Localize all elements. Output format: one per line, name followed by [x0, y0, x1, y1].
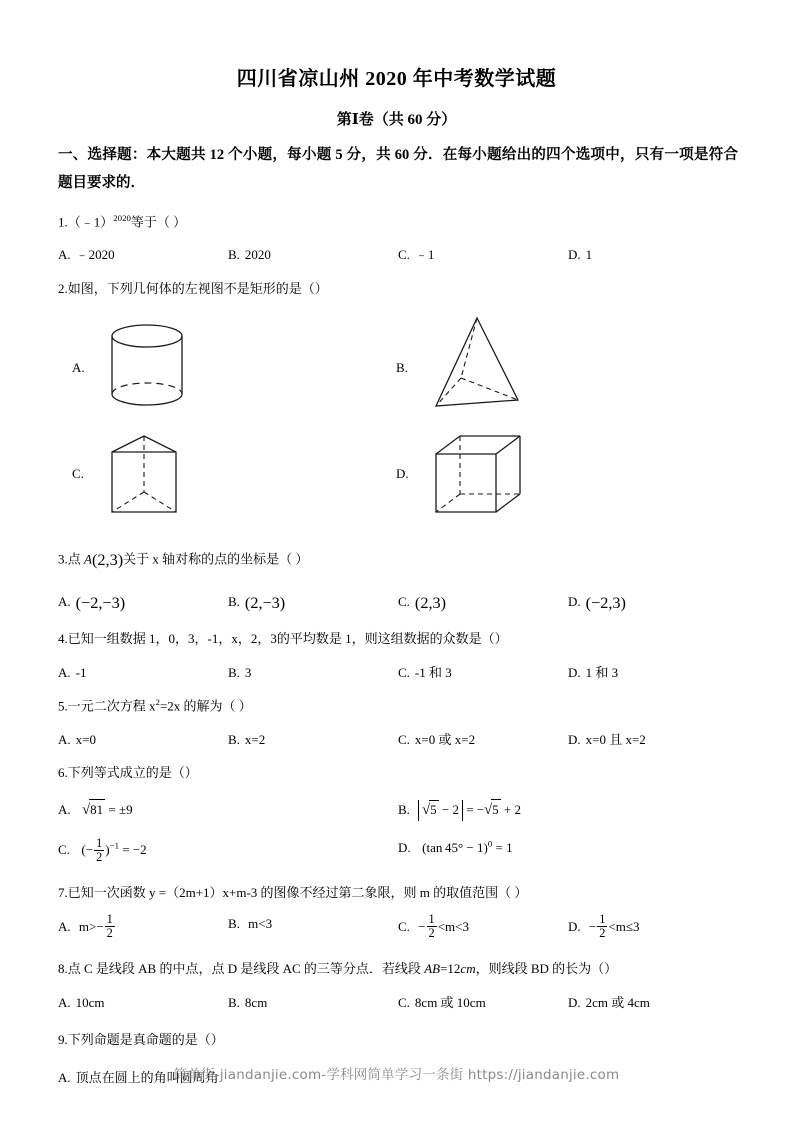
option-1-c[interactable]	[398, 245, 568, 265]
option-5-a[interactable]	[58, 730, 228, 750]
question-5-exponent: 2	[155, 697, 160, 708]
option-8-d-label: D.	[568, 994, 581, 1010]
option-7-b-label: B.	[228, 916, 240, 932]
question-4	[58, 615, 738, 682]
option-8-c-label: C.	[398, 994, 410, 1010]
question-1	[58, 198, 738, 265]
page-title: 四川省凉山州 2020 年中考数学试题	[236, 68, 557, 90]
triangular-prism-figure	[104, 434, 184, 520]
question-5-options	[58, 718, 738, 750]
option-3-a-label: A.	[58, 594, 71, 610]
option-1-a[interactable]	[58, 245, 228, 265]
option-6-d-expr: (tan 45° − 1)$^0$ = 1	[418, 838, 513, 856]
option-5-c-label: C.	[398, 731, 410, 747]
option-3-b-label: B.	[228, 594, 240, 610]
question-5-stem-suffix: =2x 的解为（ ）	[159, 698, 252, 714]
option-8-b[interactable]	[228, 993, 398, 1013]
question-5	[58, 682, 738, 749]
option-5-a-text: x=0	[75, 731, 96, 747]
option-3-c-text: (2,3)	[414, 593, 447, 612]
question-2	[58, 265, 738, 301]
option-1-a-text: ﹣2020	[75, 247, 115, 263]
option-3-b[interactable]	[228, 591, 398, 615]
question-1-exponent: 2020	[113, 212, 131, 223]
option-9-a-text: 顶点在圆上的角叫圆周角	[75, 1069, 219, 1085]
option-7-b-expr: m<3	[248, 916, 273, 932]
option-7-c[interactable]	[398, 914, 568, 941]
option-3-a-text: (−2,−3)	[75, 593, 126, 612]
option-6-b[interactable]	[398, 799, 738, 822]
option-7-a-label: A.	[58, 918, 71, 934]
question-3-stem	[58, 534, 738, 574]
option-7-b[interactable]	[228, 914, 398, 941]
option-4-a-label: A.	[58, 664, 71, 680]
option-6-c-label: C.	[58, 842, 70, 858]
option-8-d-text: 2cm 或 4cm	[585, 994, 650, 1010]
option-5-b-label: B.	[228, 731, 240, 747]
question-4-options	[58, 651, 738, 683]
option-1-d[interactable]	[568, 245, 738, 265]
option-4-b-label: B.	[228, 664, 240, 680]
question-1-number: 1.	[58, 213, 68, 229]
question-8-ab: AB	[424, 961, 441, 977]
option-5-b[interactable]	[228, 730, 398, 750]
question-3-lead: 点	[67, 552, 81, 568]
option-1-a-label: A.	[58, 247, 71, 263]
question-3	[58, 534, 738, 615]
option-5-d-text: x=0 且 x=2	[585, 731, 646, 747]
option-3-c-label: C.	[398, 594, 410, 610]
question-8-tail: ，则线段 BD 的长为（）	[475, 961, 618, 977]
option-1-d-label: D.	[568, 247, 581, 263]
option-6-c[interactable]	[58, 835, 398, 865]
question-2-stem-text: 如图，下列几何体的左视图不是矩形的是（）	[67, 280, 328, 296]
option-8-b-label: B.	[228, 994, 240, 1010]
page-subtitle: 第Ⅰ卷（共 60 分）	[336, 112, 457, 128]
option-4-b-text: 3	[244, 664, 252, 680]
option-5-d[interactable]	[568, 730, 738, 750]
question-1-stem-suffix: 等于（ ）	[130, 213, 187, 229]
question-1-options	[58, 233, 738, 265]
option-8-c[interactable]	[398, 993, 568, 1013]
option-5-c-text: x=0 或 x=2	[414, 731, 476, 747]
option-6-a-label: A.	[58, 801, 71, 817]
figure-option-d-label: D.	[396, 466, 409, 482]
option-8-c-text: 8cm 或 10cm	[414, 994, 486, 1010]
option-9-a-label: A.	[58, 1069, 71, 1085]
option-7-c-label: C.	[398, 918, 410, 934]
question-2-stem	[58, 265, 738, 301]
option-6-d[interactable]	[398, 838, 738, 865]
question-7	[58, 865, 738, 941]
option-7-a-expr: m>− $\frac{1}{2}$	[78, 912, 113, 941]
question-3-number: 3.	[58, 552, 68, 568]
option-4-d-label: D.	[568, 664, 581, 680]
question-9-number: 9.	[58, 1032, 68, 1048]
option-1-b-text: 2020	[244, 247, 271, 263]
question-2-figure-row-1	[58, 312, 738, 424]
option-7-d-label: D.	[568, 918, 581, 934]
question-5-number: 5.	[58, 698, 68, 714]
question-7-stem	[58, 865, 738, 905]
question-6-stem-text: 下列等式成立的是（）	[67, 765, 198, 781]
question-2-number: 2.	[58, 280, 68, 296]
option-6-d-label: D.	[398, 840, 411, 856]
question-5-stem-prefix: 一元二次方程 x	[67, 698, 156, 714]
option-3-d[interactable]	[568, 591, 738, 615]
question-8-options	[58, 981, 738, 1013]
option-3-d-label: D.	[568, 594, 581, 610]
option-8-a-text: 10cm	[75, 994, 105, 1010]
option-5-b-text: x=2	[244, 731, 266, 747]
option-6-a-expr: √81 = ±9	[79, 802, 133, 817]
cylinder-figure	[104, 320, 190, 412]
question-7-stem-text: 已知一次函数 y =（2m+1）x+m-3 的图像不经过第二象限，则 m 的取值范围（ ）	[67, 884, 528, 900]
question-8-lead: 点 C 是线段 AB 的中点，点 D 是线段 AC 的三等分点．若线段	[67, 961, 425, 977]
option-7-d-expr: − $\frac{1}{2}$ <m≤3	[588, 912, 640, 941]
question-9-stem-text: 下列命题是真命题的是（）	[67, 1032, 224, 1048]
question-6-options-row-2	[58, 822, 738, 865]
question-4-number: 4.	[58, 631, 68, 647]
section-instruction: 一、选择题：本大题共 12 个小题，每小题 5 分，共 60 分．在每小题给出的四个选项中，只有一项是符合题目要求的．	[58, 147, 738, 192]
option-4-c-text: -1 和 3	[414, 664, 452, 680]
option-6-b-expr: √5 − 2 = −√5 + 2	[418, 802, 521, 817]
option-4-d[interactable]	[568, 663, 738, 683]
option-8-d[interactable]	[568, 993, 738, 1013]
cube-figure	[430, 432, 526, 520]
option-4-a-text: -1	[75, 664, 87, 680]
option-6-c-expr: (− $\frac{1}{2}$ )$^{-1}$ = −2	[78, 835, 147, 864]
question-3-coords: (2,3)	[91, 551, 124, 570]
question-4-stem-text: 已知一组数据 1，0，3，-1，x，2，3的平均数是 1，则这组数据的众数是（）	[67, 631, 508, 647]
question-5-stem	[58, 682, 738, 718]
option-7-c-expr: − $\frac{1}{2}$ <m<3	[418, 912, 469, 941]
question-4-stem	[58, 615, 738, 651]
option-3-c[interactable]	[398, 591, 568, 615]
question-1-stem	[58, 198, 738, 234]
option-1-c-text: ﹣1	[414, 247, 435, 263]
option-4-b[interactable]	[228, 663, 398, 683]
question-8-stem	[58, 941, 738, 981]
question-6	[58, 749, 738, 864]
question-1-stem-prefix: （﹣1）	[67, 213, 114, 229]
option-3-a[interactable]	[58, 591, 228, 615]
option-3-d-text: (−2,3)	[585, 593, 626, 612]
option-1-b[interactable]	[228, 245, 398, 265]
option-7-a[interactable]	[58, 914, 228, 941]
question-3-options	[58, 575, 738, 615]
option-7-d[interactable]	[568, 914, 738, 941]
option-8-b-text: 8cm	[244, 994, 268, 1010]
question-7-options	[58, 904, 738, 941]
question-6-number: 6.	[58, 765, 68, 781]
question-2-figure-row-2	[58, 430, 738, 534]
question-7-number: 7.	[58, 884, 68, 900]
option-4-d-text: 1 和 3	[585, 664, 619, 680]
question-8-number: 8.	[58, 961, 68, 977]
question-3-point: A	[84, 552, 92, 568]
option-6-a[interactable]	[58, 799, 398, 822]
question-8-unit: cm	[460, 961, 476, 977]
option-1-b-label: B.	[228, 247, 240, 263]
tetrahedron-figure	[430, 312, 526, 412]
figure-option-c-label: C.	[72, 466, 84, 482]
figure-option-b-label: B.	[396, 360, 408, 376]
question-3-tail: 关于 x 轴对称的点的坐标是（ ）	[123, 552, 309, 568]
option-4-c[interactable]	[398, 663, 568, 683]
footer-watermark: 简单街-jiandanjie.com-学科网简单学习一条街 https://jiandanjie.com	[173, 1067, 620, 1083]
option-8-a-label: A.	[58, 994, 71, 1010]
option-4-a[interactable]	[58, 663, 228, 683]
option-5-a-label: A.	[58, 731, 71, 747]
option-4-c-label: C.	[398, 664, 410, 680]
question-6-options-row-1	[58, 785, 738, 822]
option-6-b-label: B.	[398, 801, 410, 817]
option-1-c-label: C.	[398, 247, 410, 263]
question-8	[58, 941, 738, 1012]
option-5-d-label: D.	[568, 731, 581, 747]
figure-option-a-label: A.	[72, 360, 85, 376]
option-3-b-text: (2,−3)	[244, 593, 286, 612]
option-8-a[interactable]	[58, 993, 228, 1013]
option-1-d-text: 1	[585, 247, 593, 263]
question-6-stem	[58, 749, 738, 785]
question-9-stem	[58, 1012, 738, 1052]
option-5-c[interactable]	[398, 730, 568, 750]
question-8-eq: =12	[440, 961, 461, 977]
